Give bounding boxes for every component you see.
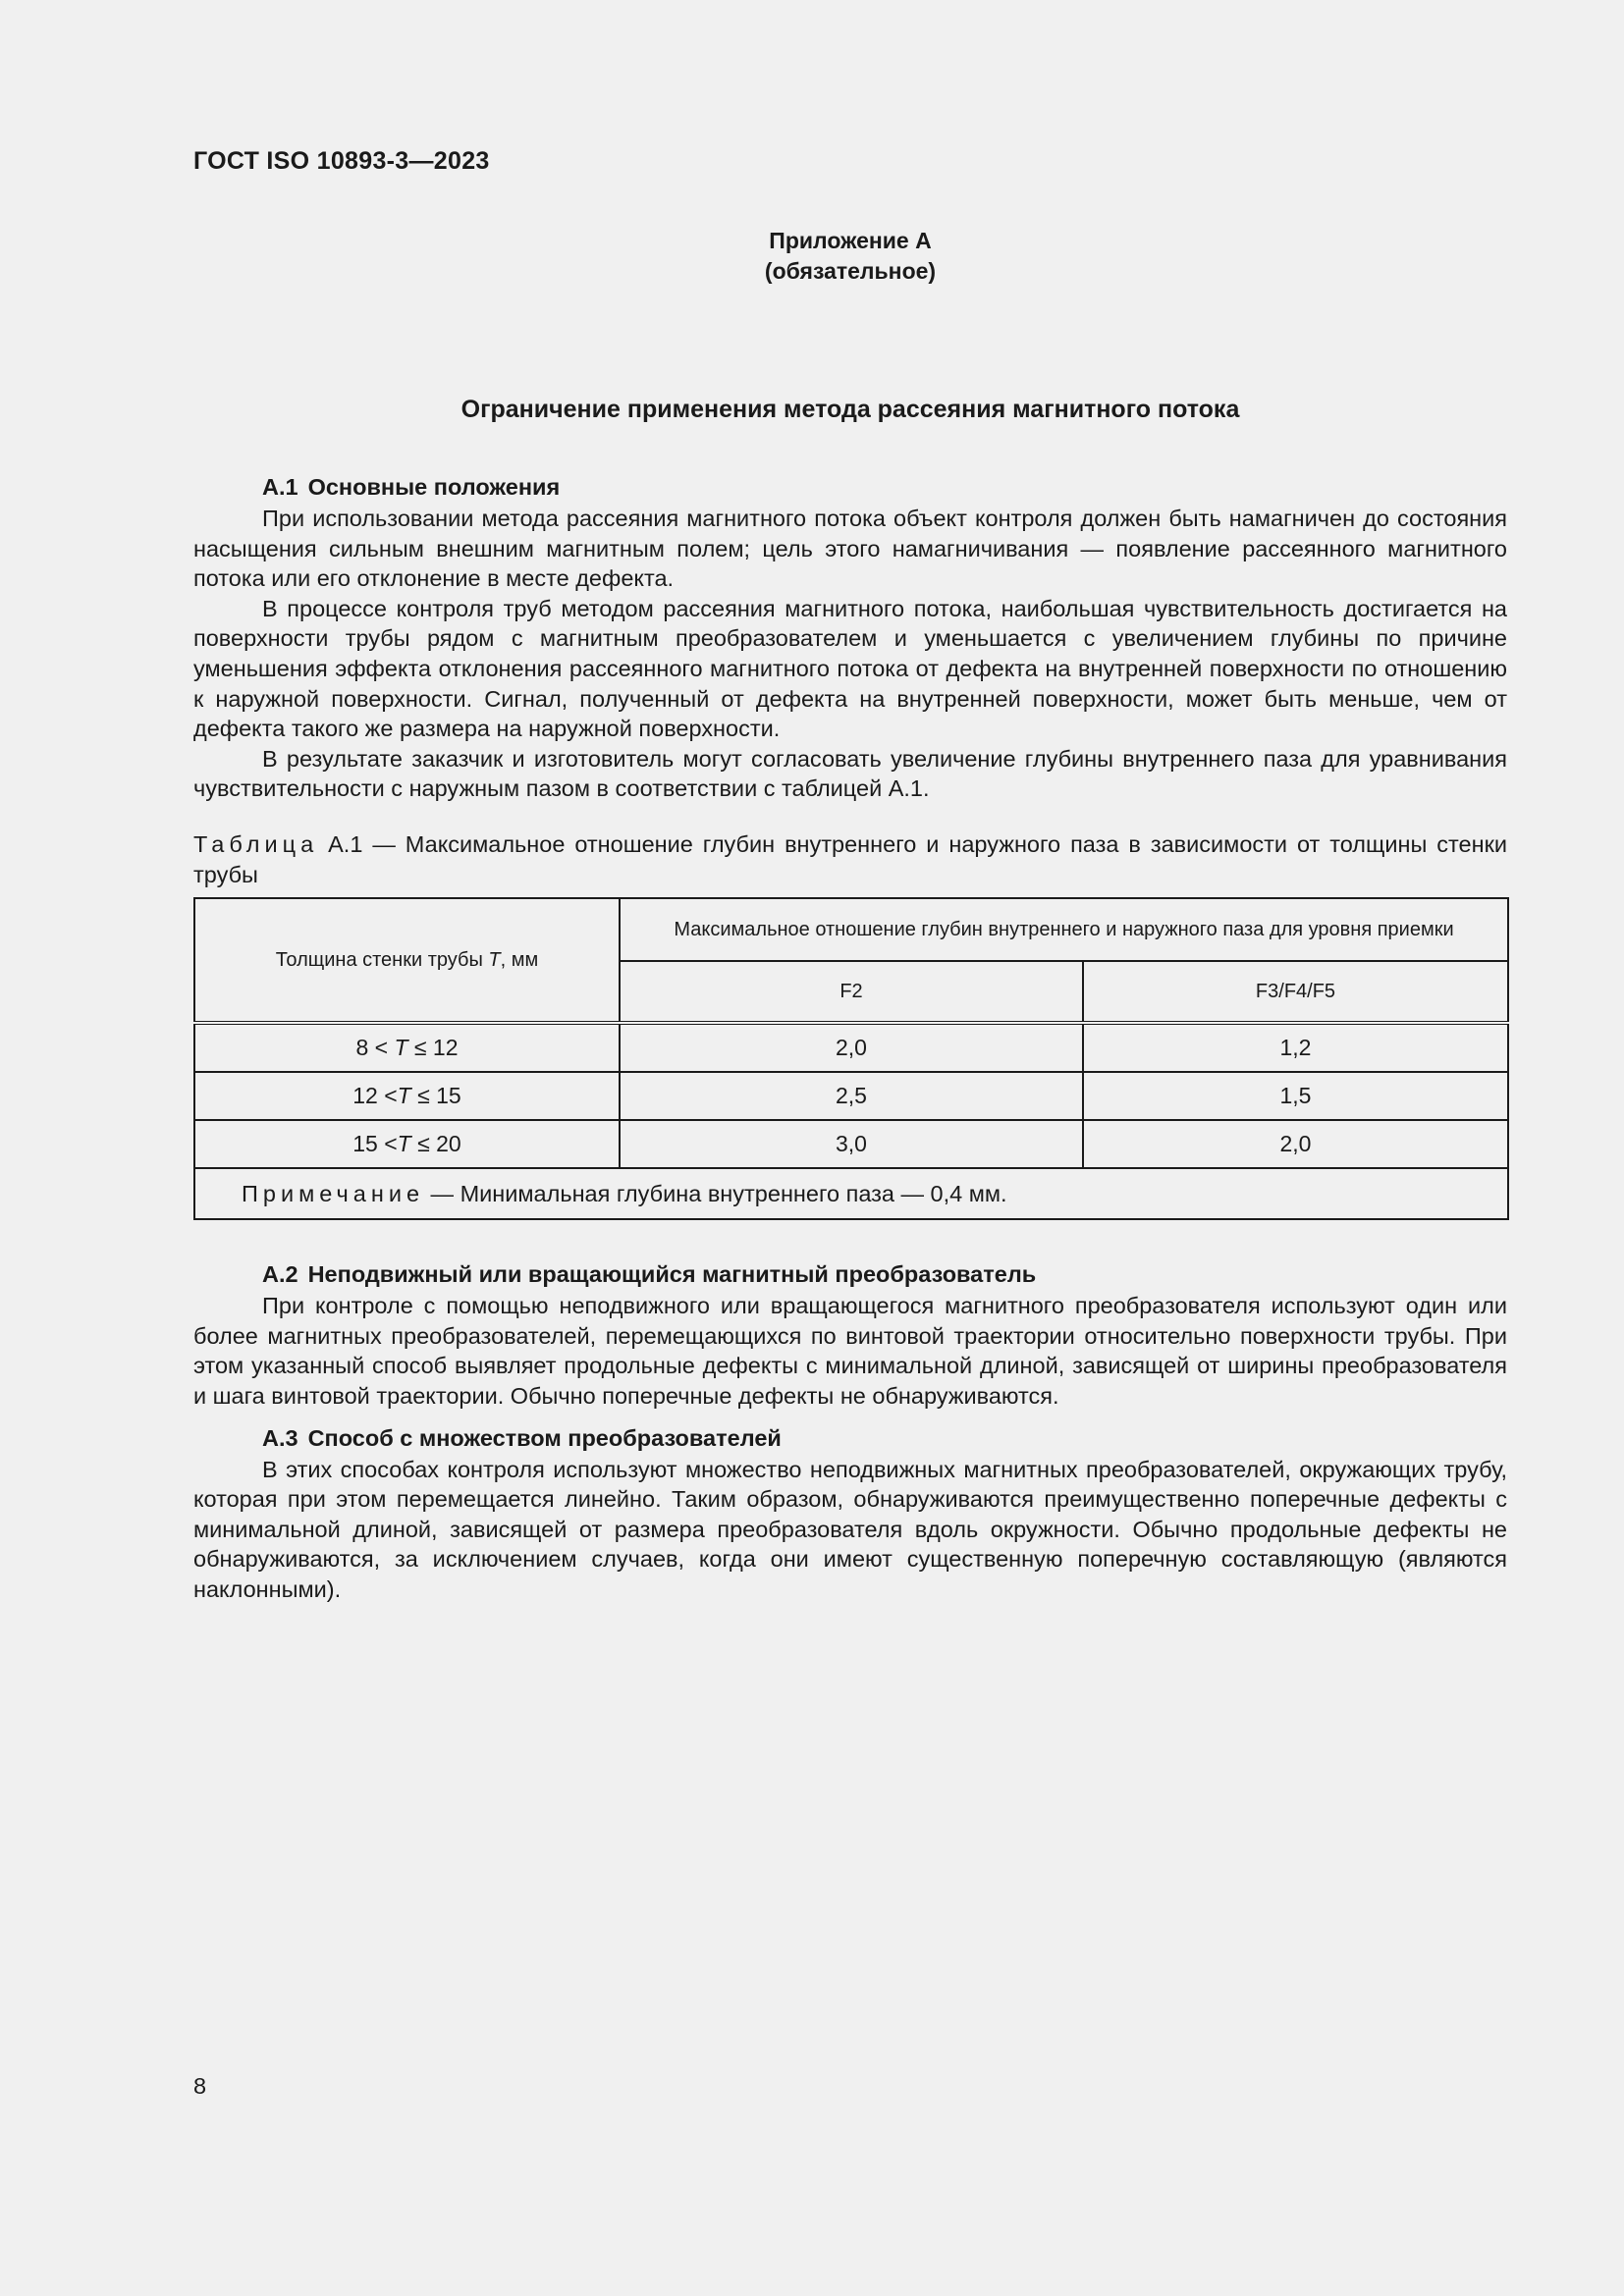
cell-thickness-range: 12 <T ≤ 15 bbox=[194, 1072, 620, 1120]
section-a3-heading bbox=[193, 1423, 1507, 1453]
cell-f3f4f5: 1,2 bbox=[1083, 1023, 1508, 1072]
section-title: Неподвижный или вращающийся магнитный преобразователь bbox=[307, 1261, 1037, 1288]
table-row bbox=[194, 1120, 1508, 1168]
paragraph: При использовании метода рассеяния магнитного потока объект контроля должен быть намагничен до состояния насыщения сильным внешним магнитным полем; цель этого намагничивания — появление рассеянного магнитного потока или его отклонение в месте дефекта. bbox=[193, 506, 1507, 592]
table-note-row bbox=[194, 1168, 1508, 1219]
document-content bbox=[193, 472, 1507, 1604]
paragraph: В процессе контроля труб методом рассеяния магнитного потока, наибольшая чувствительность достигается на поверхности трубы рядом с магнитным преобразователем и уменьшается с увеличением глубины по причине уменьшения эффекта отклонения рассеянного магнитного потока от дефекта на внутренней поверхности по отношению к наружной поверхности. Сигнал, полученный от дефекта на внутренней поверхности, может быть меньше, чем от дефекта такого же размера на наружной поверхности. bbox=[193, 595, 1507, 742]
document-page bbox=[193, 0, 1507, 2296]
table-note bbox=[194, 1168, 1508, 1219]
annex-title: Приложение А bbox=[769, 228, 932, 253]
section-a1-heading bbox=[193, 472, 1507, 502]
column-header-wall-thickness: Толщина стенки трубы T, мм bbox=[194, 898, 620, 1023]
cell-thickness-range: 15 <T ≤ 20 bbox=[194, 1120, 620, 1168]
paragraph: При контроле с помощью неподвижного или вращающегося магнитного преобразователя используют один или более магнитных преобразователей, перемещающихся по винтовой траектории относительно поверхности трубы. При этом указанный способ выявляет продольные дефекты с минимальной длиной, зависящей от ширины преобразователя и шага винтовой траектории. Обычно поперечные дефекты не обнаруживаются. bbox=[193, 1293, 1507, 1409]
note-label: Примечание bbox=[242, 1180, 425, 1206]
cell-thickness-range: 8 < T ≤ 12 bbox=[194, 1023, 620, 1072]
document-header: ГОСТ ISO 10893-3—2023 bbox=[193, 147, 490, 175]
annex-heading bbox=[193, 226, 1507, 287]
section-title: Способ с множеством преобразователей bbox=[307, 1424, 782, 1451]
table-caption-text: А.1 — Максимальное отношение глубин внутреннего и наружного паза в зависимости от толщины стенки трубы bbox=[193, 830, 1507, 887]
section-a2-heading bbox=[193, 1259, 1507, 1289]
column-header-f2: F2 bbox=[620, 961, 1083, 1023]
cell-f2: 2,5 bbox=[620, 1072, 1083, 1120]
cell-f2: 2,0 bbox=[620, 1023, 1083, 1072]
column-group-header: Максимальное отношение глубин внутреннего и наружного паза для уровня приемки bbox=[620, 898, 1508, 961]
note-text: — Минимальная глубина внутреннего паза — 0,4 мм. bbox=[424, 1180, 1007, 1206]
table-caption-label: Таблица bbox=[193, 830, 319, 857]
page-number: 8 bbox=[193, 2073, 207, 2099]
cell-f3f4f5: 2,0 bbox=[1083, 1120, 1508, 1168]
ratio-table bbox=[193, 897, 1509, 1220]
table-row bbox=[194, 1023, 1508, 1072]
column-header-f3f4f5: F3/F4/F5 bbox=[1083, 961, 1508, 1023]
annex-status: (обязательное) bbox=[764, 258, 937, 284]
cell-f2: 3,0 bbox=[620, 1120, 1083, 1168]
section-title: Основные положения bbox=[307, 474, 561, 500]
table-caption bbox=[193, 829, 1507, 889]
paragraph: В результате заказчик и изготовитель могут согласовать увеличение глубины внутреннего паза для уравнивания чувствительности с наружным пазом в соответствии с таблицей А.1. bbox=[193, 745, 1507, 802]
cell-f3f4f5: 1,5 bbox=[1083, 1072, 1508, 1120]
page-title: Ограничение применения метода рассеяния магнитного потока bbox=[460, 396, 1240, 423]
section-number: А.3 bbox=[262, 1424, 298, 1451]
section-number: А.2 bbox=[262, 1261, 298, 1288]
paragraph: В этих способах контроля используют множество неподвижных магнитных преобразователей, окружающих трубу, которая при этом перемещается линейно. Таким образом, обнаруживаются преимущественно поперечные дефекты с минимальной длиной, зависящей от размера преобразователя вдоль окружности. Обычно продольные дефекты не обнаруживаются, за исключением случаев, когда они имеют существенную поперечную составляющую (являются наклонными). bbox=[193, 1456, 1507, 1602]
table-row bbox=[194, 1072, 1508, 1120]
section-number: А.1 bbox=[262, 474, 298, 500]
